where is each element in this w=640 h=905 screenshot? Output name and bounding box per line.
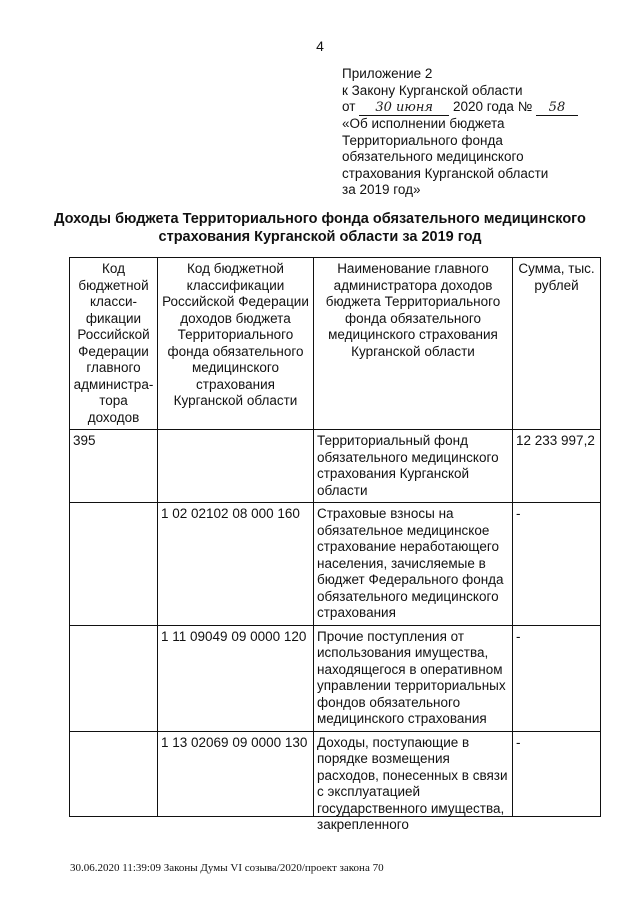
appendix-law-title-line3: обязательного медицинского xyxy=(342,149,524,164)
header-admin-name: Наименование главного администратора доходов бюджета Территориального фонда обязательного медицинского страхования Курганской области xyxy=(314,258,513,430)
cell-name xyxy=(314,731,513,832)
handwritten-law-number: 58 xyxy=(536,101,578,116)
cell-revenue-code: 1 02 02102 08 000 160 xyxy=(158,503,314,626)
appendix-law-title-line2: Территориального фонда xyxy=(342,132,503,148)
header-revenue-code: Код бюджетной классификации Российской Федерации доходов бюджета Территориального фонда обязательного медицинского страхования Курганской области xyxy=(158,258,314,430)
appendix-title: Приложение 2 xyxy=(342,66,433,81)
table-row xyxy=(70,503,601,626)
appendix-law-ref: к Закону Курганской области xyxy=(342,82,523,98)
cell-name: Прочие поступления от использования имущества, находящегося в оперативном управлении территориальных фондов обязательного медицинского страхования xyxy=(314,625,513,731)
page-number: 4 xyxy=(316,38,324,54)
table-row xyxy=(70,430,601,503)
header-admin-code: Код бюджетной класси-фикации Российской Федерации главного администра-тора доходов xyxy=(70,258,158,430)
appendix-date-prefix: от xyxy=(342,99,356,114)
cell-admin-code xyxy=(70,731,158,816)
cell-revenue-code: 1 11 09049 09 0000 120 xyxy=(158,625,314,731)
cell-amount xyxy=(513,731,601,816)
cell-name: Территориальный фонд обязательного медицинского страхования Курганской области xyxy=(314,430,513,503)
table-row xyxy=(70,731,601,816)
cell-admin-code-text xyxy=(73,735,154,813)
footer-meta: 30.06.2020 11:39:09 Законы Думы VI созыва/2020/проект закона 70 xyxy=(70,862,384,874)
cell-admin-code xyxy=(70,625,158,731)
appendix-date-line xyxy=(342,99,602,116)
appendix-block xyxy=(342,66,602,199)
appendix-law-title-line4: страхования Курганской области xyxy=(342,165,549,181)
income-table xyxy=(69,257,601,832)
appendix-law-title-line5: за 2019 год» xyxy=(342,182,421,197)
cell-amount: 12 233 997,2 xyxy=(513,430,601,503)
cell-admin-code xyxy=(70,503,158,626)
document-title-line1: Доходы бюджета Территориального фонда обязательного медицинского xyxy=(54,211,586,227)
appendix-year-text: 2020 года № xyxy=(452,99,533,114)
cell-revenue-code-text: 1 13 02069 09 0000 130 xyxy=(161,734,308,750)
document-title xyxy=(40,210,600,246)
table-row xyxy=(70,625,601,731)
cell-amount: - xyxy=(513,503,601,626)
handwritten-date: 30 июня xyxy=(359,101,449,116)
cell-revenue-code xyxy=(158,731,314,816)
appendix-law-title-line1: «Об исполнении бюджета xyxy=(342,116,505,131)
cell-admin-code: 395 xyxy=(70,430,158,503)
cell-name: Страховые взносы на обязательное медицинское страхование неработающего населения, зачисляемые в бюджет Федерального фонда обязательного медицинского страхования xyxy=(314,503,513,626)
cell-amount: - xyxy=(513,625,601,731)
cell-revenue-code xyxy=(158,430,314,503)
header-amount: Сумма, тыс. рублей xyxy=(513,258,601,430)
cell-name-text: Доходы, поступающие в порядке возмещения расходов, понесенных в связи с эксплуатацией государственного имущества, закрепленного xyxy=(317,734,508,832)
table-header-row xyxy=(70,258,601,430)
cell-amount-text: - xyxy=(516,734,521,750)
document-title-line2: страхования Курганской области за 2019 год xyxy=(158,229,482,245)
